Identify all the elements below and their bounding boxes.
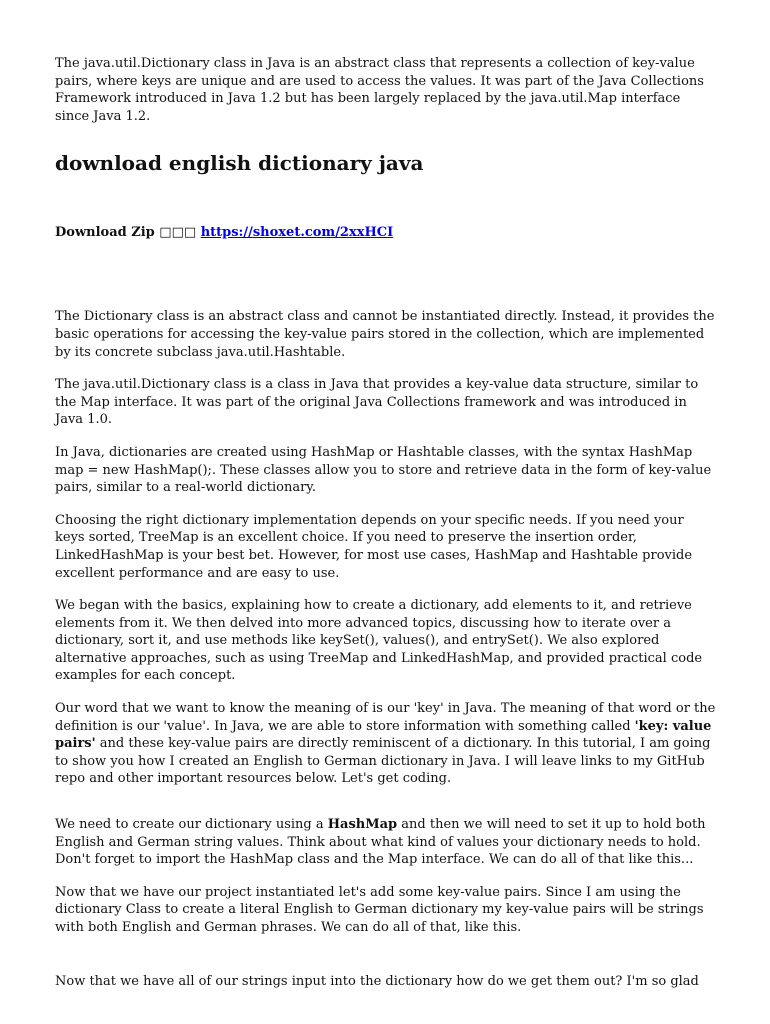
paragraph-hashmap-syntax: In Java, dictionaries are created using HashMap or Hashtable classes, with the syntax HashMap map = new HashMap();. These classes allow you to store and retrieve data in the form of key-value pairs, similar to a real-world dictionary. [55,444,712,496]
download-label: Download Zip [55,225,155,241]
intro-paragraph: The java.util.Dictionary class in Java is an abstract class that represents a collection of key-value pairs, where keys are unique and are used to access the values. It was part of the Java Collections Framework introduced in Java 1.2 but has been largely replaced by the java.util.Map interface since Java 1.2. [55,56,704,124]
paragraph-text: and these key-value pairs are directly reminiscent of a dictionary. In this tutorial, I am going to show you how I created an English to German dictionary in Java. I will leave links to my GitHub repo and other important resources below. Let's get coding. [55,736,711,787]
paragraph-text: Our word that we want to know the meaning of is our 'key' in Java. The meaning of that word or the definition is our 'value'. In Java, we are able to store information with something called [55,701,716,734]
download-link[interactable]: https://shoxet.com/2xxHCI [200,225,394,241]
bold-term: HashMap [327,817,398,833]
page-title: download english dictionary java [55,151,424,176]
paragraph-add-pairs: Now that we have our project instantiated let's add some key-value pairs. Since I am using the dictionary Class to create a literal English to German dictionary my key-value pairs will be strings with both English and German phrases. We can do all of that, like this. [55,884,704,935]
paragraph-choosing-implementation: Choosing the right dictionary implementation depends on your specific needs. If you need your keys sorted, TreeMap is an excellent choice. If you need to preserve the insertion order, LinkedHashMap is your best bet. However, for most use cases, HashMap and Hashtable provide excellent performance and are easy to use. [55,512,693,581]
arrow-icon: □□□ [159,225,197,241]
paragraph-dictionary-abstract: The Dictionary class is an abstract class and cannot be instantiated directly. Instead, it provides the basic operations for accessing the key-value pairs stored in the collection, which are implemented by its concrete subclass java.util.Hashtable. [55,309,715,360]
paragraph-text: We need to create our dictionary using a [55,817,328,833]
paragraph-retrieve: Now that we have all of our strings input into the dictionary how do we get them out? I'm so glad [55,973,699,989]
paragraph-key-value-intro [55,700,717,788]
paragraph-dictionary-class: The java.util.Dictionary class is a class in Java that provides a key-value data structure, similar to the Map interface. It was part of the original Java Collections framework and was introduced in Java 1.0. [55,377,699,428]
download-line [55,224,717,242]
paragraph-text: and then we will need to set it up to hold both English and German string values. Think about what kind of values your dictionary needs to hold. Don't forget to import the HashMap class and the Map interface. We can do all of that like this... [55,817,706,868]
paragraph-basics-summary: We began with the basics, explaining how to create a dictionary, add elements to it, and retrieve elements from it. We then delved into more advanced topics, discussing how to iterate over a dictionary, sort it, and use methods like keySet(), values(), and entrySet(). We also explored alternative approaches, such as using TreeMap and LinkedHashMap, and provided practical code examples for each concept. [55,598,703,684]
paragraph-create-hashmap [55,816,717,869]
document-page [55,55,717,990]
bold-term: 'key: value pairs' [55,718,712,752]
